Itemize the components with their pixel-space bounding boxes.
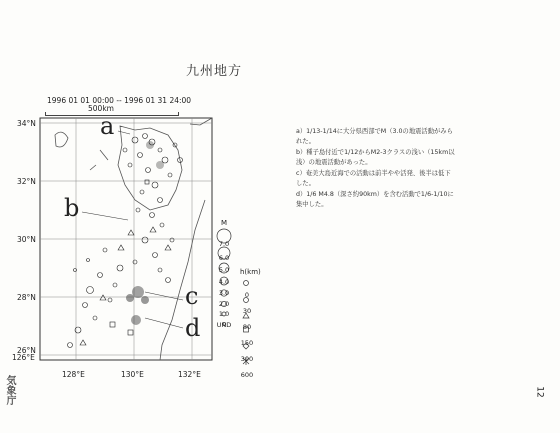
magnitude-legend-title: M [221,219,228,227]
deep-event-markers [80,180,171,345]
lon-label-130: 130°E [121,370,144,379]
earthquake-events [68,134,183,348]
note-a: a）1/13-1/14に大分県西部でM（3.0の地震活動がみられた。 [296,128,453,145]
m-value: 4.0 [218,277,230,286]
region-label-d: d [185,314,201,342]
lat-label-28: 28°N [17,293,36,302]
m-value: 6.0 [218,253,230,262]
h-value: 80 [242,323,252,331]
region-label-c: c [185,282,199,310]
lon-label-126: 126°E [12,353,35,362]
depth-legend-title: h(km) [240,268,261,276]
region-label-a: a [100,112,115,140]
lon-label-128: 128°E [62,370,85,379]
note-d: d）1/6 M4.8（深さ約90km）を含む活動で1/6-1/10に集中した。 [296,191,454,208]
note-b: b）種子島付近で1/12からM2-3クラスの浅い（15km以浅）の地震活動があった。 [296,149,455,166]
lat-label-26: 26°N [17,346,36,355]
h-value: 30 [242,307,252,315]
period-label: 1996 01 01 00:00 -- 1996 01 31 24:00 [47,96,192,105]
m-value: UND [216,320,232,329]
region-label-b: b [64,194,80,222]
note-c: c）奄美大島近海での活動は前半やや活発、後半は低下した。 [296,170,451,187]
edge-text: 気象庁 [4,375,15,405]
scale-label: 500km [88,104,114,113]
m-value: 3.0 [218,289,230,297]
lat-label-30: 30°N [17,235,36,244]
h-value: 0 [244,291,250,299]
m-value: 2.0 [218,299,230,308]
depth-legend-values [240,287,254,383]
m-value: 1.0 [218,310,230,318]
page-number: 12 [534,386,545,398]
notes [296,127,456,211]
lon-label-132: 132°E [178,370,201,379]
h-value: 150 [240,339,254,347]
h-value: 300 [240,355,254,363]
lat-label-34: 34°N [17,119,36,128]
page-title: 九州地方 [186,64,243,79]
m-value: 7.0 [218,240,230,248]
h-value: 600 [240,371,254,379]
magnitude-legend-values [216,240,232,329]
m-value: 5.0 [218,266,230,274]
dense-clusters [126,141,164,325]
lat-label-32: 32°N [17,177,36,186]
